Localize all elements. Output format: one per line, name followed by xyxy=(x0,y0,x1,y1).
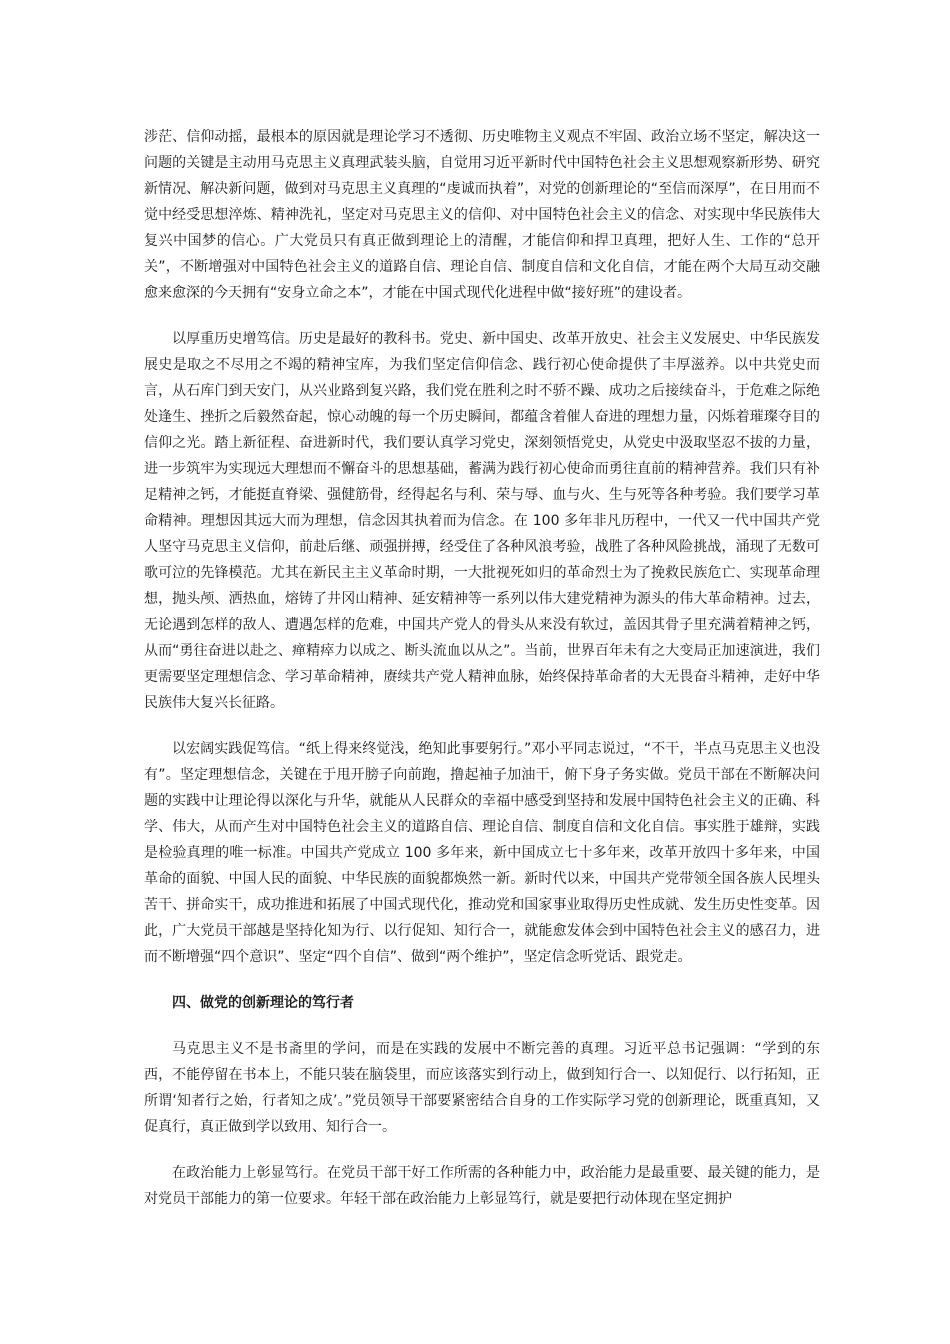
section-heading: 四、做党的创新理论的笃行者 xyxy=(172,995,354,1011)
paragraph-gap xyxy=(144,1140,820,1160)
paragraph-practice: 以宏阔实践促笃信。“纸上得来终觉浅，绝知此事要躬行。”邓小平同志说过，“不干，半点马克思主义也没有”。坚定理想信念，关键在于甩开膀子向前跑，撸起袖子加油干，俯下身子务实做。党员干部在不断解决问题的实践中让理论得以深化与升华，就能从人民群众的幸福中感受到坚持和发展中国特色社会主义的正确、科学、伟大，从而产生对中国特色社会主义的道路自信、理论自信、制度自信和文化自信。事实胜于雄辩，实践是检验真理的唯一标准。中国共产党成立 100 多年来，新中国成立七十多年来，改革开放四十多年来，中国革命的面貌、中国人民的面貌、中华民族的面貌都焕然一新。新时代以来，中国共产党带领全国各族人民埋头苦干、拼命实干，成功推进和拓展了中国式现代化，推动党和国家事业取得历史性成就、发生历史性变革。因此，广大党员干部越是坚持化知为行、以行促知、知行合一，就能愈发体会到中国特色社会主义的感召力，进而不断增强“四个意识”、坚定“四个自信”、做到“两个维护”，坚定信念听党话、跟党走。 xyxy=(144,741,820,965)
paragraph-gap xyxy=(144,970,820,990)
paragraph-marxism-practice: 马克思主义不是书斋里的学问，而是在实践的发展中不断完善的真理。习近平总书记强调：“学到的东西，不能停留在书本上，不能只装在脑袋里，而应该落实到行动上，做到知行合一、以知促行、以行拓知，正所谓‘知者行之始，行者知之成’。”党员领导干部要紧密结合自身的工作实际学习党的创新理论，既重真知，又促真行，真正做到学以致用、知行合一。 xyxy=(144,1041,820,1135)
paragraph-gap xyxy=(144,716,820,736)
paragraph-political-ability: 在政治能力上彰显笃行。在党员干部干好工作所需的各种能力中，政治能力是最重要、最关键的能力，是对党员干部能力的第一位要求。年轻干部在政治能力上彰显笃行，就是要把行动体现在坚定拥护 xyxy=(144,1165,820,1207)
paragraph-gap xyxy=(144,1016,820,1036)
paragraph-ideals-theory: 涉茫、信仰动摇，最根本的原因就是理论学习不透彻、历史唯物主义观点不牢固、政治立场不坚定，解决这一问题的关键是主动用马克思主义真理武装头脑，自觉用习近平新时代中国特色社会主义思想观察新形势、研究新情况、解决新问题，做到对马克思主义真理的“虔诚而执着”，对党的创新理论的“至信而深厚”，在日用而不觉中经受思想淬炼、精神洗礼，坚定对马克思主义的信仰、对中国特色社会主义的信念、对实现中华民族伟大复兴中国梦的信心。广大党员只有真正做到理论上的清醒，才能信仰和捍卫真理，把好人生、工作的“总开关”，不断增强对中国特色社会主义的道路自信、理论自信、制度自信和文化自信，才能在两个大局互动交融愈来愈深的今天拥有“安身立命之本”，才能在中国式现代化进程中做“接好班”的建设者。 xyxy=(144,129,820,301)
paragraph-history: 以厚重历史增笃信。历史是最好的教科书。党史、新中国史、改革开放史、社会主义发展史、中华民族发展史是取之不尽用之不竭的精神宝库，为我们坚定信仰信念、践行初心使命提供了丰厚滋养。以中共党史而言，从石库门到天安门，从兴业路到复兴路，我们党在胜利之时不骄不躁、成功之后接续奋斗，于危难之际绝处逢生、挫折之后毅然奋起，惊心动魄的每一个历史瞬间，都蕴含着催人奋进的理想力量，闪烁着璀璨夺目的信仰之光。踏上新征程、奋进新时代，我们要认真学习党史，深刻领悟党史，从党史中汲取坚忍不拔的力量，进一步筑牢为实现远大理想而不懈奋斗的思想基础，蓄满为践行初心使命而勇往直前的精神营养。我们只有补足精神之钙，才能挺直脊梁、强健筋骨，经得起名与利、荣与辱、血与火、生与死等各种考验。我们要学习革命精神。理想因其远大而为理想，信念因其执着而为信念。在 100 多年非凡历程中，一代又一代中国共产党人坚守马克思主义信仰，前赴后继、顽强拼搏，经受住了各种风浪考验，战胜了各种风险挑战，涌现了无数可歌可泣的先锋模范。尤其在新民主主义革命时期，一大批视死如归的革命烈士为了挽救民族危亡、实现革命理想，抛头颅、洒热血，熔铸了井冈山精神、延安精神等一系列以伟大建党精神为源头的伟大革命精神。过去，无论遇到怎样的敌人、遭遇怎样的危难，中国共产党人的骨头从来没有软过，盖因其骨子里充满着精神之钙，从而“勇往奋进以赴之、瘅精瘁力以成之、断头流血以从之”。当前，世界百年未有之大变局正加速演进，我们更需要坚定理想信念、学习革命精神，赓续共产党人精神血脉，始终保持革命者的大无畏奋斗精神，走好中华民族伟大复兴长征路。 xyxy=(144,331,820,711)
paragraph-gap xyxy=(144,306,820,326)
document-page xyxy=(144,124,820,1212)
